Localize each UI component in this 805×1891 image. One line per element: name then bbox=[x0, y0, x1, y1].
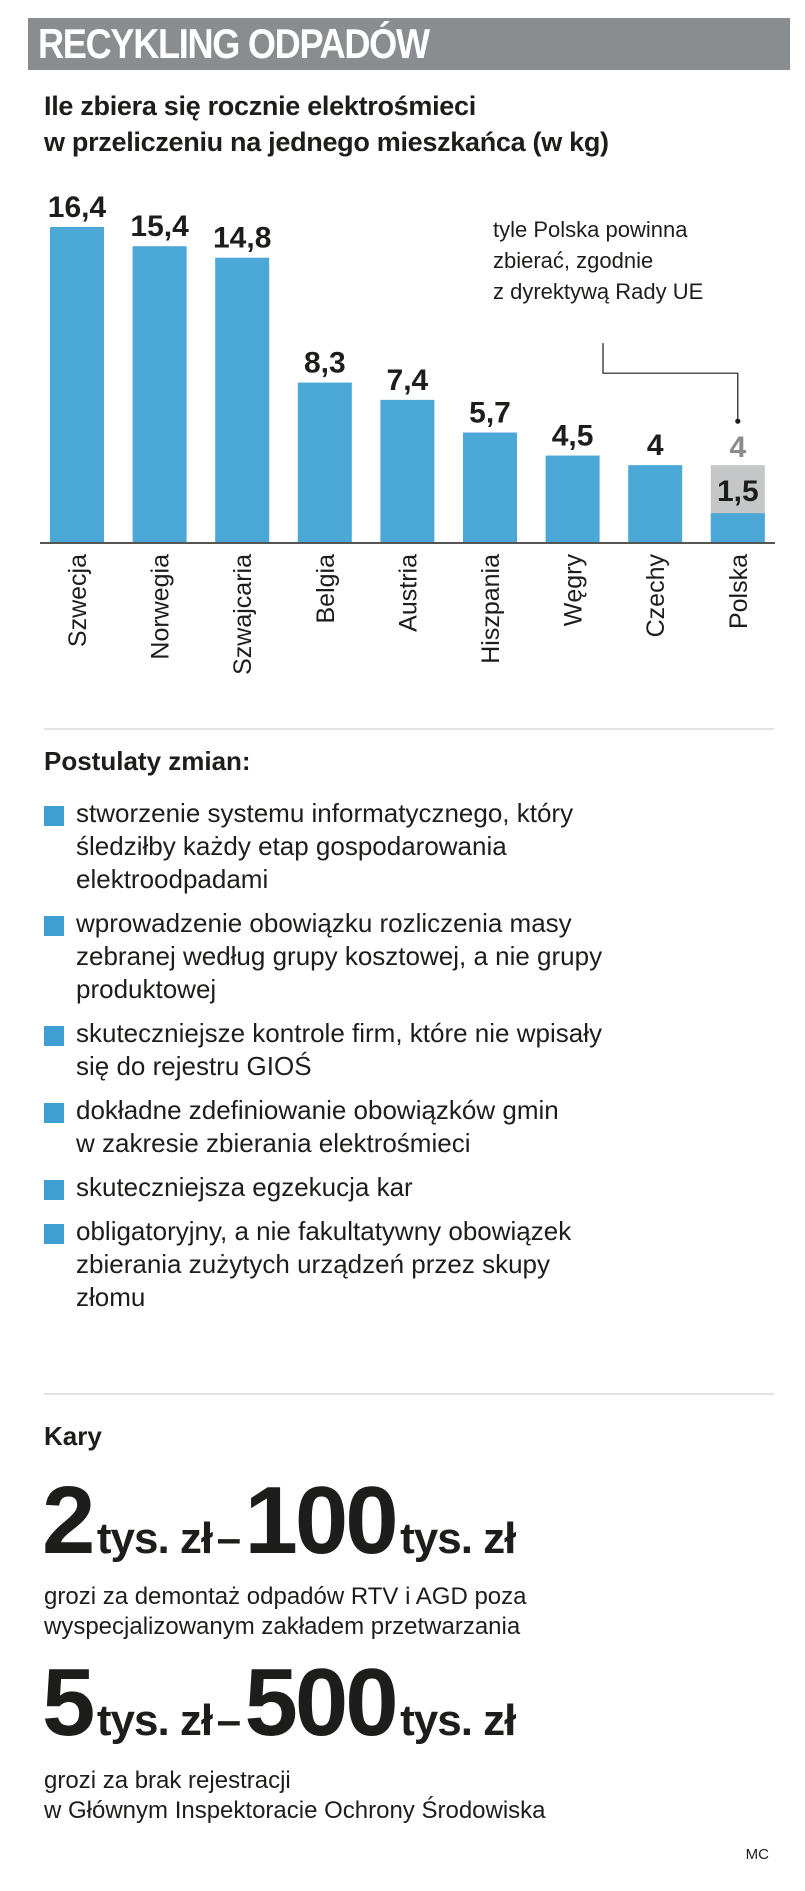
fine-min-2: 5 bbox=[42, 1649, 93, 1756]
postulates-title: Postulaty zmian: bbox=[44, 746, 251, 776]
bar-chart bbox=[0, 170, 805, 730]
fine-desc-2-line-1: grozi za brak rejestracji bbox=[44, 1767, 291, 1794]
postulate-item bbox=[44, 1215, 784, 1314]
postulate-item bbox=[44, 1017, 784, 1083]
fines-title: Kary bbox=[44, 1421, 102, 1451]
bar-value-label: 1,5 bbox=[716, 475, 759, 509]
bar-value-label: 4 bbox=[646, 429, 664, 463]
category-label: Norwegia bbox=[146, 554, 175, 660]
bar bbox=[380, 400, 434, 542]
bar bbox=[50, 227, 104, 542]
postulate-text-line: stworzenie systemu informatycznego, który bbox=[76, 798, 574, 828]
postulate-text-line: elektroodpadami bbox=[76, 864, 269, 894]
bar-value-label: 5,7 bbox=[469, 396, 511, 430]
chart-subtitle bbox=[44, 88, 784, 160]
category-label: Polska bbox=[724, 554, 753, 630]
square-bullet-icon bbox=[44, 916, 64, 936]
fine-desc-1 bbox=[44, 1582, 784, 1642]
subtitle-line-2: w przeliczeniu na jednego mieszkańca (w kg) bbox=[44, 127, 609, 157]
postulate-text-line: śledziłby każdy etap gospodarowania bbox=[76, 831, 507, 861]
postulate-item bbox=[44, 907, 784, 1006]
bar-value-label: 14,8 bbox=[213, 221, 272, 255]
category-label: Szwecja bbox=[64, 554, 92, 648]
bar bbox=[711, 513, 765, 542]
category-label: Szwajcaria bbox=[229, 554, 258, 675]
square-bullet-icon bbox=[44, 1180, 64, 1200]
fine-range-2 bbox=[42, 1648, 515, 1758]
author-credit: MC bbox=[745, 1846, 769, 1863]
postulate-text-line: obligatoryjny, a nie fakultatywny obowiązek bbox=[76, 1216, 572, 1246]
postulate-item bbox=[44, 1094, 784, 1160]
header-title: RECYKLING ODPADÓW bbox=[38, 20, 429, 67]
postulate-text-line: się do rejestru GIOŚ bbox=[76, 1051, 312, 1081]
fine-unit-1a: tys. zł bbox=[96, 1514, 213, 1563]
postulate-item bbox=[44, 1171, 784, 1204]
fine-max-1: 100 bbox=[244, 1467, 396, 1574]
square-bullet-icon bbox=[44, 806, 64, 826]
postulate-text-line: zbierania zużytych urządzeń przez skupy bbox=[76, 1249, 551, 1279]
bar-value-label: 4,5 bbox=[551, 419, 594, 453]
postulate-text-line: skuteczniejsza egzekucja kar bbox=[76, 1172, 413, 1202]
square-bullet-icon bbox=[44, 1026, 64, 1046]
bar bbox=[463, 433, 517, 542]
fine-desc-2 bbox=[44, 1766, 784, 1826]
bar-value-label: 15,4 bbox=[130, 210, 189, 244]
postulate-text-line: dokładne zdefiniowanie obowiązków gmin bbox=[76, 1095, 559, 1125]
square-bullet-icon bbox=[44, 1224, 64, 1244]
fine-desc-2-line-2: w Głównym Inspektoracie Ochrony Środowiska bbox=[44, 1797, 546, 1824]
category-label: Belgia bbox=[311, 554, 340, 624]
bar bbox=[133, 246, 187, 542]
fine-max-2: 500 bbox=[244, 1649, 396, 1756]
square-bullet-icon bbox=[44, 1103, 64, 1123]
category-label: Czechy bbox=[642, 554, 671, 638]
postulate-text-line: zebranej według grupy kosztowej, a nie grupy bbox=[76, 941, 603, 971]
bar-group bbox=[40, 191, 775, 675]
fine-dash-2: – bbox=[216, 1696, 241, 1745]
annotation-text-line: tyle Polska powinna bbox=[493, 217, 688, 242]
bar bbox=[298, 383, 352, 542]
postulates-list bbox=[44, 797, 784, 1325]
header-band bbox=[28, 18, 790, 70]
annotation-leader-line bbox=[603, 343, 738, 419]
fine-desc-1-line-2: wyspecjalizowanym zakładem przetwarzania bbox=[44, 1613, 521, 1640]
divider-chart-postulates bbox=[44, 728, 774, 730]
fine-unit-2b: tys. zł bbox=[400, 1696, 516, 1745]
postulate-text-line: produktowej bbox=[76, 974, 217, 1004]
postulate-text-line: skuteczniejsze kontrole firm, które nie wpisały bbox=[76, 1018, 602, 1048]
fine-min-1: 2 bbox=[42, 1467, 93, 1574]
fine-range-1 bbox=[42, 1466, 515, 1576]
fine-unit-1b: tys. zł bbox=[400, 1514, 516, 1563]
divider-postulates-fines bbox=[44, 1393, 774, 1395]
bar bbox=[215, 258, 269, 542]
bar-value-label: 16,4 bbox=[47, 191, 107, 224]
postulate-text-line: złomu bbox=[76, 1282, 146, 1312]
postulate-text-line: w zakresie zbierania elektrośmieci bbox=[76, 1128, 471, 1158]
annotation-text-line: zbierać, zgodnie bbox=[493, 248, 654, 273]
subtitle-line-1: Ile zbiera się rocznie elektrośmieci bbox=[44, 91, 476, 121]
bar-value-label: 7,4 bbox=[386, 363, 429, 397]
bar-value-label: 8,3 bbox=[303, 346, 346, 380]
category-label: Hiszpania bbox=[477, 554, 505, 664]
fine-unit-2a: tys. zł bbox=[96, 1696, 213, 1745]
target-value-label: 4 bbox=[729, 431, 747, 465]
category-label: Austria bbox=[394, 554, 423, 632]
category-label: Węgry bbox=[559, 554, 588, 627]
bar bbox=[546, 456, 600, 542]
fine-dash-1: – bbox=[216, 1514, 241, 1563]
fine-desc-1-line-1: grozi za demontaż odpadów RTV i AGD poza bbox=[44, 1583, 527, 1610]
bar bbox=[628, 465, 682, 542]
postulate-text-line: wprowadzenie obowiązku rozliczenia masy bbox=[76, 908, 572, 938]
postulate-item bbox=[44, 797, 784, 896]
annotation-text-line: z dyrektywą Rady UE bbox=[493, 279, 704, 304]
annotation-dot bbox=[735, 419, 740, 424]
